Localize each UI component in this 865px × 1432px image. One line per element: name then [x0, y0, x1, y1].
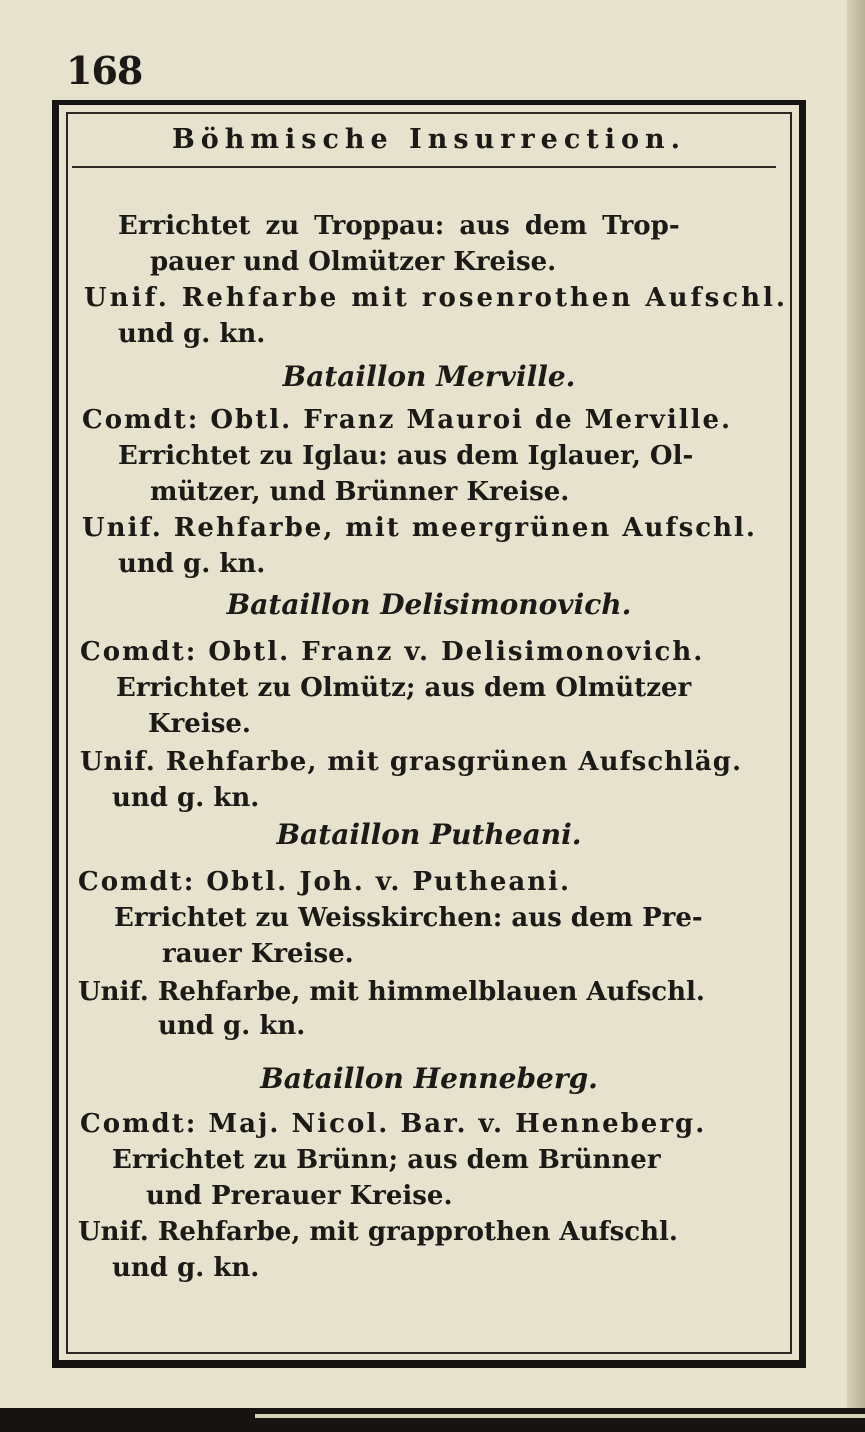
page-heading: Böhmische Insurrection. — [171, 124, 687, 155]
section-errichtet-merville-1: Errichtet zu Iglau: aus dem Iglauer, Ol- — [118, 441, 694, 471]
intro-errichtet-line-2: pauer und Olmützer Kreise. — [150, 247, 557, 277]
scan-bottom-strip — [0, 1408, 865, 1432]
section-comdt-merville: Comdt: Obtl. Franz Mauroi de Merville. — [82, 405, 733, 435]
section-comdt-delisimonovich: Comdt: Obtl. Franz v. Delisimonovich. — [80, 637, 705, 667]
section-unif-putheani-1: Unif. Rehfarbe, mit himmelblauen Aufschl. — [78, 977, 705, 1007]
section-unif-henneberg-2: und g. kn. — [112, 1253, 260, 1283]
section-unif-putheani-2: und g. kn. — [158, 1011, 306, 1041]
section-unif-merville-2: und g. kn. — [118, 549, 266, 579]
page-edge — [847, 0, 865, 1432]
section-errichtet-putheani-2: rauer Kreise. — [162, 939, 354, 969]
section-comdt-putheani: Comdt: Obtl. Joh. v. Putheani. — [78, 867, 572, 897]
section-title-merville: Bataillon Merville. — [282, 360, 576, 393]
section-title-henneberg: Bataillon Henneberg. — [260, 1062, 598, 1095]
section-title-delisimonovich: Bataillon Delisimonovich. — [226, 588, 632, 621]
section-unif-henneberg-1: Unif. Rehfarbe, mit grapprothen Aufschl. — [78, 1217, 678, 1247]
section-unif-delisimonovich-2: und g. kn. — [112, 783, 260, 813]
section-unif-merville-1: Unif. Rehfarbe, mit meergrünen Aufschl. — [82, 513, 757, 543]
section-errichtet-merville-2: mützer, und Brünner Kreise. — [150, 477, 570, 507]
section-unif-delisimonovich-1: Unif. Rehfarbe, mit grasgrünen Aufschläg. — [80, 747, 743, 777]
intro-errichtet-line-1: Errichtet zu Troppau: aus dem Trop- — [118, 211, 680, 241]
section-errichtet-delisimonovich-2: Kreise. — [148, 709, 251, 739]
intro-unif-line-1: Unif. Rehfarbe mit rosenrothen Aufschl. — [84, 283, 788, 313]
section-errichtet-henneberg-2: und Prerauer Kreise. — [146, 1181, 453, 1211]
section-comdt-henneberg: Comdt: Maj. Nicol. Bar. v. Henneberg. — [80, 1109, 707, 1139]
section-errichtet-henneberg-1: Errichtet zu Brünn; aus dem Brünner — [112, 1145, 661, 1175]
section-title-putheani: Bataillon Putheani. — [276, 818, 582, 851]
section-errichtet-delisimonovich-1: Errichtet zu Olmütz; aus dem Olmützer — [116, 673, 692, 703]
heading-rule — [72, 166, 776, 168]
intro-unif-line-2: und g. kn. — [118, 319, 266, 349]
page-number: 168 — [66, 48, 143, 93]
section-errichtet-putheani-1: Errichtet zu Weisskirchen: aus dem Pre- — [114, 903, 703, 933]
